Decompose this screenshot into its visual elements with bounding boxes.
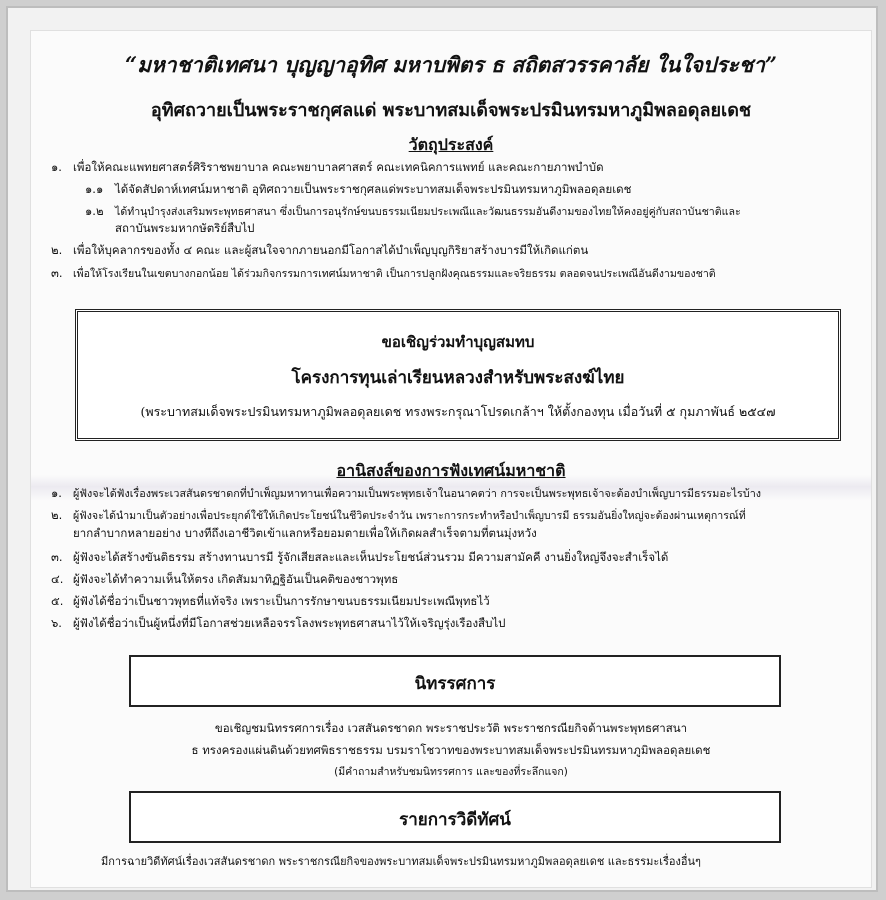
tv-line-1: มีการฉายวิดีทัศน์เรื่องเวสสันดรชาดก พระราชกรณียกิจของพระบาทสมเด็จพระปรมินทรมหาภูมิพลอดุลยเดช และธรรมะเรื่องอื่นๆ	[101, 855, 701, 868]
objective-item-continued	[115, 220, 254, 236]
tv-heading: รายการวิดีทัศน์	[399, 810, 511, 830]
tv-heading-box	[129, 791, 781, 843]
invite-line-1: ขอเชิญร่วมทำบุญสมทบ	[381, 333, 535, 351]
item-text: ได้ทำนุบำรุงส่งเสริมพระพุทธศาสนา ซึ่งเป็นการอนุรักษ์ขนบธรรมเนียมประเพณีและวัฒนธรรมอันดีงามของไทยให้คงอยู่คู่กับสถาบันชาติและ	[115, 206, 741, 218]
item-text: เพื่อให้คณะแพทยศาสตร์ศิริราชพยาบาล คณะพยาบาลศาสตร์ คณะเทคนิคการแพทย์ และคณะกายภาพบำบัด	[73, 160, 604, 174]
exhibition-heading: นิทรรศการ	[414, 674, 496, 694]
photo-frame	[6, 6, 878, 892]
item-text: ผู้ฟังจะได้ฟังเรื่องพระเวสสันดรชาดกที่บำเพ็ญมหาทานเพื่อความเป็นพระพุทธเจ้าในอนาคตว่า การจะเป็นพระพุทธเจ้าจะต้องบำเพ็ญบารมีธรรมอะไรบ้าง	[73, 487, 762, 500]
item-text: ผู้ฟังได้ชื่อว่าเป็นชาวพุทธที่แท้จริง เพราะเป็นการรักษาขนบธรรมเนียมประเพณีพุทธไว้	[73, 594, 490, 608]
item-text: สถาบันพระมหากษัตริย์สืบไป	[115, 221, 255, 235]
item-text: ได้จัดสัปดาห์เทศน์มหาชาติ อุทิศถวายเป็นพระราชกุศลแด่พระบาทสมเด็จพระปรมินทรมหาภูมิพลอดุลยเดช	[115, 182, 632, 196]
exhibition-line-3: (มีคำถามสำหรับชมนิทรรศการ และของที่ระลึกแจก)	[334, 766, 568, 778]
item-text: ยากลำบากหลายอย่าง บางทีถึงเอาชีวิตเข้าแลกหรือยอมตายเพื่อให้เกิดผลสำเร็จตามที่ตนมุ่งหวัง	[73, 526, 537, 540]
benefit-item	[51, 615, 505, 631]
item-number: ๖.	[51, 616, 62, 630]
item-text: ผู้ฟังจะได้สร้างขันติธรรม สร้างทานบารมี รู้จักเสียสละและเห็นประโยชน์ส่วนรวม มีความสามัคคี งานยิ่งใหญ่จึงจะสำเร็จได้	[73, 550, 669, 564]
objectives-heading: วัตถุประสงค์	[408, 135, 494, 154]
item-text: เพื่อให้บุคลากรของทั้ง ๔ คณะ และผู้สนใจจากภายนอกมีโอกาสได้บำเพ็ญบุญกิริยาสร้างบารมีให้เกิดแก่ตน	[73, 243, 589, 257]
exhibition-line-2: ธ ทรงครองแผ่นดินด้วยทศพิธราชธรรม บรมราโชวาทของพระบาทสมเด็จพระปรมินทรมหาภูมิพลอดุลยเดช	[191, 743, 711, 757]
benefits-heading: อานิสงส์ของการฟังเทศน์มหาชาติ	[336, 461, 566, 480]
item-number: ๔.	[51, 572, 64, 586]
item-number: ๒.	[51, 243, 63, 257]
objective-item	[51, 242, 588, 258]
objective-item	[85, 203, 741, 220]
document-subtitle: อุทิศถวายเป็นพระราชกุศลแด่ พระบาทสมเด็จพระปรมินทรมหาภูมิพลอดุลยเดช	[150, 100, 752, 121]
item-number: ๓.	[51, 550, 63, 564]
item-number: ๑.๒	[85, 204, 104, 218]
exhibition-line-1: ขอเชิญชมนิทรรศการเรื่อง เวสสันดรชาดก พระราชประวัติ พระราชกรณียกิจด้านพระพุทธศาสนา	[214, 721, 688, 735]
invite-line-3: (พระบาทสมเด็จพระปรมินทรมหาภูมิพลอดุลยเดช ทรงพระกรุณาโปรดเกล้าฯ ให้ตั้งกองทุน เมื่อวันที่ ๕ กุมภาพันธ์ ๒๕๔๗	[140, 404, 776, 419]
document-page	[30, 30, 872, 888]
item-number: ๑.	[51, 160, 62, 174]
item-number: ๓.	[51, 266, 63, 280]
invite-line-2: โครงการทุนเล่าเรียนหลวงสำหรับพระสงฆ์ไทย	[291, 368, 625, 388]
benefit-item	[51, 593, 490, 609]
item-text: ผู้ฟังจะได้ทำความเห็นให้ตรง เกิดสัมมาทิฏฐิอันเป็นคติของชาวพุทธ	[73, 572, 399, 586]
donation-invite-box	[75, 309, 841, 441]
objective-item	[51, 265, 716, 282]
item-text: เพื่อให้โรงเรียนในเขตบางกอกน้อย ได้ร่วมกิจกรรมการเทศน์มหาชาติ เป็นการปลูกฝังคุณธรรมและจริยธรรม ตลอดจนประเพณีอันดีงามของชาติ	[73, 268, 716, 280]
item-number: ๑.๑	[85, 182, 104, 196]
item-number: ๒.	[51, 508, 63, 522]
benefit-item	[51, 571, 398, 587]
objective-item	[85, 181, 631, 197]
item-number: ๑.	[51, 486, 62, 500]
benefit-item	[51, 485, 761, 502]
objective-item	[51, 159, 604, 175]
benefit-item	[51, 549, 668, 565]
item-text: ผู้ฟังจะได้นำมาเป็นตัวอย่างเพื่อประยุกต์ใช้ให้เกิดประโยชน์ในชีวิตประจำวัน เพราะการกระทำหรือบำเพ็ญบารมี ธรรมอันยิ่งใหญ่จะต้องผ่านเหตุการณ์ที่	[73, 510, 746, 522]
benefit-item-continued	[73, 525, 537, 541]
document-title: “มหาชาติเทศนา บุญญาอุทิศ มหาบพิตร ธ สถิตสวรรคาลัย ในใจประชา”	[125, 52, 777, 77]
benefit-item	[51, 507, 746, 524]
exhibition-heading-box	[129, 655, 781, 707]
item-number: ๕.	[51, 594, 64, 608]
item-text: ผู้ฟังได้ชื่อว่าเป็นผู้หนึ่งที่มีโอกาสช่วยเหลือจรรโลงพระพุทธศาสนาไว้ให้เจริญรุ่งเรืองสืบไป	[73, 616, 506, 630]
